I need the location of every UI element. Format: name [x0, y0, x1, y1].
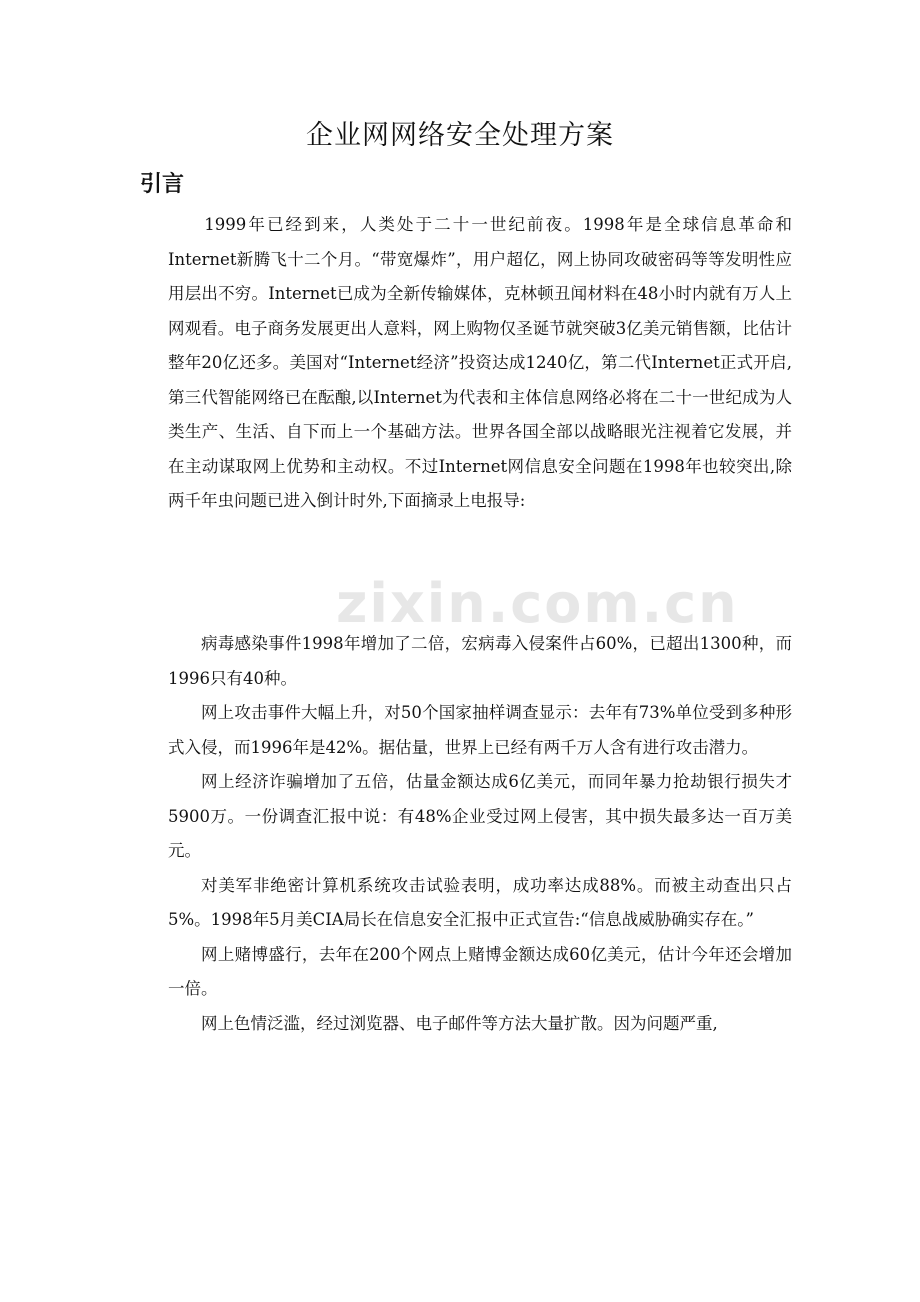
list-item: 网上色情泛滥，经过浏览器、电子邮件等方法大量扩散。因为问题严重,	[201, 1013, 718, 1033]
list-item: 对美军非绝密计算机系统攻击试验表明，成功率达成88%。而被主动查出只占5%。1998年5月美CIA局长在信息安全汇报中正式宣告:“信息战威胁确实存在。”	[168, 875, 792, 929]
watermark-logo: zixin.com.cn	[336, 572, 739, 635]
list-item: 网上赌博盛行，去年在200个网点上赌博金额达成60亿美元，估计今年还会增加一倍。	[168, 944, 792, 998]
list-item: 网上经济诈骗增加了五倍，估量金额达成6亿美元，而同年暴力抢劫银行损失才5900万。一份调查汇报中说：有48%企业受过网上侵害，其中损失最多达一百万美元。	[168, 772, 792, 860]
document-title: 企业网网络安全处理方案	[306, 120, 614, 151]
incident-list	[168, 627, 792, 1041]
intro-section	[168, 208, 792, 519]
list-item: 网上攻击事件大幅上升，对50个国家抽样调查显示：去年有73%单位受到多种形式入侵，而1996年是42%。据估量，世界上已经有两千万人含有进行攻击潜力。	[168, 703, 792, 757]
list-item: 病毒感染事件1998年增加了二倍，宏病毒入侵案件占60%，已超出1300种，而1996只有40种。	[168, 634, 792, 688]
intro-paragraph: 1999年已经到来，人类处于二十一世纪前夜。1998年是全球信息革命和Internet新腾飞十二个月。“带宽爆炸”，用户超亿，网上协同攻破密码等等发明性应用层出不穷。Internet已成为全新传输媒体，克林顿丑闻材料在48小时内就有万人上网观看。电子商务发展更出人意料，网上购物仅圣诞节就突破3亿美元销售额，比估计整年20亿还多。美国对“Internet经济”投资达成1240亿，第二代Internet正式开启,第三代智能网络已在酝酿,以Internet为代表和主体信息网络必将在二十一世纪成为人类生产、生活、自下而上一个基础方法。世界各国全部以战略眼光注视着它发展，并在主动谋取网上优势和主动权。不过Internet网信息安全问题在1998年也较突出,除两千年虫问题已进入倒计时外,下面摘录上电报导:	[168, 215, 792, 510]
section-heading: 引言	[140, 172, 185, 197]
